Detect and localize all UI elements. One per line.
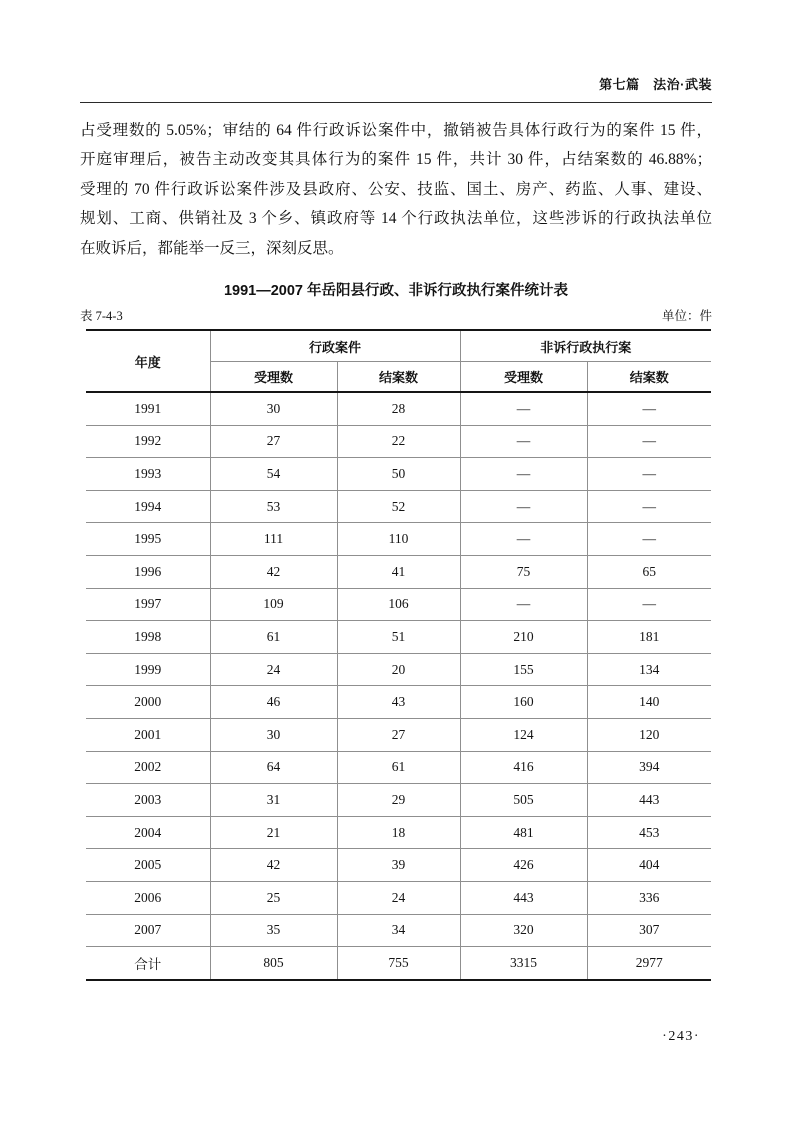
value-cell: — [587,458,711,491]
table-row [86,425,711,458]
value-cell: 30 [210,392,337,425]
value-cell: 307 [587,914,711,947]
value-cell: 210 [460,621,587,654]
table-row [86,490,711,523]
table-row [86,881,711,914]
table-body [86,392,711,980]
table-row [86,588,711,621]
column-header-accepted-2: 受理数 [460,362,587,393]
table-title: 1991—2007 年岳阳县行政、非诉行政执行案件统计表 [223,283,569,300]
table-meta [80,306,712,324]
table-row [86,392,711,425]
value-cell: 755 [337,947,460,980]
column-group-administrative-cases: 行政案件 [210,330,460,362]
table-row [86,849,711,882]
value-cell: 155 [460,653,587,686]
paragraph-line: 规划、工商、供销社及 3 个乡、镇政府等 14 个行政执法单位，这些涉诉的行政执法单位 [80,210,712,228]
value-cell: — [460,490,587,523]
section-title: 第七篇 法治·武装 [599,77,712,92]
table-label: 表 7-4-3 [80,309,123,324]
column-header-closed-2: 结案数 [587,362,711,393]
value-cell: 34 [337,914,460,947]
value-cell: — [587,523,711,556]
value-cell: 416 [460,751,587,784]
value-cell: 21 [210,816,337,849]
year-cell: 1993 [86,458,210,491]
value-cell: 111 [210,523,337,556]
value-cell: — [587,425,711,458]
table-unit: 单位：件 [661,309,712,324]
value-cell: 53 [210,490,337,523]
year-cell: 1991 [134,400,162,416]
year-cell: 2001 [86,718,210,751]
value-cell: 27 [337,718,460,751]
value-cell: 453 [587,816,711,849]
value-cell: 404 [587,849,711,882]
value-cell: 181 [587,621,711,654]
value-cell: — [460,588,587,621]
value-cell: 35 [210,914,337,947]
year-cell: 2007 [86,914,210,947]
year-cell: 2005 [86,849,210,882]
table-row [86,458,711,491]
value-cell: 443 [587,784,711,817]
value-cell: 30 [210,718,337,751]
table-row [86,621,711,654]
value-cell: 426 [460,849,587,882]
table-row [86,653,711,686]
value-cell: 24 [210,653,337,686]
page-number: ·243· [662,1029,700,1044]
value-cell: 61 [337,751,460,784]
value-cell: 52 [337,490,460,523]
table-row [86,914,711,947]
value-cell: 336 [587,881,711,914]
value-cell: 120 [587,718,711,751]
value-cell: 505 [460,784,587,817]
value-cell: 20 [337,653,460,686]
value-cell: 124 [460,718,587,751]
table-row [86,718,711,751]
year-cell: 2000 [86,686,210,719]
column-group-non-litigation-enforcement-cases: 非诉行政执行案 [460,330,711,362]
value-cell: 25 [210,881,337,914]
year-cell: 1994 [86,490,210,523]
paragraph-line: 受理的 70 件行政诉讼案件涉及县政府、公安、技监、国土、房产、药监、人事、建设、 [80,180,712,198]
value-cell: 42 [210,556,337,589]
year-cell: 2003 [86,784,210,817]
value-cell: — [460,523,587,556]
value-cell: 41 [337,556,460,589]
table-row [86,784,711,817]
value-cell: 109 [210,588,337,621]
value-cell: 31 [210,784,337,817]
year-cell: 2006 [86,881,210,914]
value-cell: — [587,588,711,621]
year-cell: 1999 [86,653,210,686]
year-cell: 1995 [86,523,210,556]
year-cell: 1998 [86,621,210,654]
value-cell: 2977 [587,947,711,980]
paragraph-line: 开庭审理后，被告主动改变其具体行为的案件 15 件，共计 30 件，占结案数的 46.88%； [80,151,712,169]
year-cell: 合计 [86,947,210,980]
value-cell: 110 [337,523,460,556]
value-cell: 64 [210,751,337,784]
column-header-year: 年度 [86,330,210,392]
value-cell: 160 [460,686,587,719]
value-cell: — [587,392,711,425]
value-cell: 22 [337,425,460,458]
value-cell: 75 [460,556,587,589]
column-header-closed-1: 结案数 [337,362,460,393]
value-cell: 3315 [460,947,587,980]
value-cell: 29 [337,784,460,817]
statistics-table [86,329,711,981]
value-cell: 443 [460,881,587,914]
column-header-accepted-1: 受理数 [210,362,337,393]
table-row [86,686,711,719]
value-cell: 106 [337,588,460,621]
year-cell: 2004 [86,816,210,849]
value-cell: — [460,458,587,491]
value-cell: 61 [210,621,337,654]
value-cell: 140 [587,686,711,719]
value-cell: 805 [210,947,337,980]
value-cell: 27 [210,425,337,458]
value-cell: — [587,490,711,523]
year-cell: 1992 [86,425,210,458]
table-row [86,751,711,784]
value-cell: 54 [210,458,337,491]
year-cell: 2002 [86,751,210,784]
value-cell: 42 [210,849,337,882]
value-cell: 18 [337,816,460,849]
value-cell: 320 [460,914,587,947]
table-header [86,330,711,392]
value-cell: 46 [210,686,337,719]
value-cell: 481 [460,816,587,849]
value-cell: 28 [337,392,460,425]
table-row [86,523,711,556]
value-cell: 134 [587,653,711,686]
year-cell: 1997 [86,588,210,621]
value-cell: 39 [337,849,460,882]
value-cell: 24 [337,881,460,914]
table-row-total [86,947,711,980]
year-cell: 1996 [86,556,210,589]
value-cell: 394 [587,751,711,784]
value-cell: 50 [337,458,460,491]
table-row [86,556,711,589]
value-cell: 51 [337,621,460,654]
page-header [80,74,712,103]
value-cell: — [460,392,587,425]
paragraph-line: 在败诉后，都能举一反三，深刻反思。 [80,239,344,257]
body-paragraph [80,116,712,263]
paragraph-line: 占受理数的 5.05%；审结的 64 件行政诉讼案件中，撤销被告具体行政行为的案件 15 件， [80,122,712,139]
value-cell: 65 [587,556,711,589]
value-cell: — [460,425,587,458]
table-row [86,816,711,849]
value-cell: 43 [337,686,460,719]
